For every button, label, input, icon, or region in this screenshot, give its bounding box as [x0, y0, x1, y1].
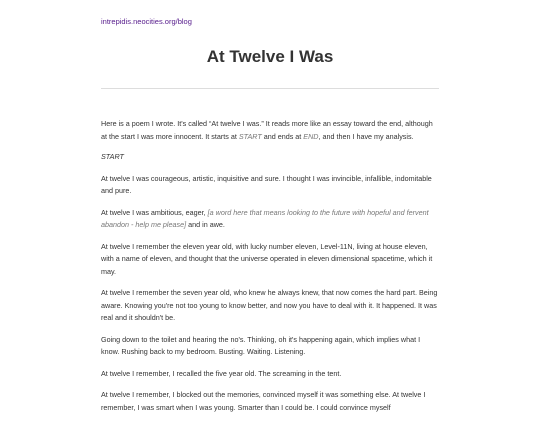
poem-paragraph-7: At twelve I remember, I blocked out the memories, convinced myself it was something else. At twelve I remember, I was smart when I was young. Smarter than I could be. I could convince myself — [101, 390, 426, 412]
post-body — [101, 118, 439, 414]
post-title: At Twelve I Was — [206, 47, 334, 66]
site-home-link[interactable]: intrepidis.neocities.org/blog — [101, 17, 192, 26]
poem-paragraph-3: At twelve I remember the eleven year old, with lucky number eleven, Level-11N, living at house eleven, with a name of eleven, and thought that the universe operated in eleven dimensional spacetime, which it may. — [101, 241, 433, 276]
intro-text-3: , and then I have my analysis. — [318, 131, 414, 141]
poem-paragraph-5: Going down to the toilet and hearing the no's. Thinking, oh it's happening again, which implies what I know. Rushing back to my bedroom. Busting. Waiting. Listening. — [101, 334, 421, 356]
poem-paragraph-2-text-2: and in awe. — [186, 220, 225, 229]
poem-paragraph-6: At twelve I remember, I recalled the five year old. The screaming in the tent. — [101, 368, 342, 378]
poem-paragraph-2-text-1: At twelve I was ambitious, eager, — [101, 207, 208, 217]
start-marker: START — [101, 152, 124, 161]
intro-end-word: END — [303, 131, 319, 141]
intro-text-2: and ends at — [261, 131, 304, 141]
page-container — [101, 0, 439, 423]
poem-paragraph-4: At twelve I remember the seven year old, who knew he always knew, that now comes the hard part. Being aware. Knowing you're not too young to know better, and now you have to deal with it. It happened. It was real and it shouldn't be. — [101, 288, 438, 322]
poem-paragraph-1: At twelve I was courageous, artistic, inquisitive and sure. I thought I was invincible, infallible, indomitable and pure. — [101, 173, 432, 195]
poem-paragraph-2 — [101, 207, 439, 232]
intro-text-1: Here is a poem I wrote. It's called “At twelve I was.” It reads more like an essay toward the end, although at the start I was more innocent. It starts at — [101, 119, 433, 141]
poem-paragraph-2-note: [a word here that means looking to the future with hopeful and fervent abandon - help me please] — [101, 207, 429, 229]
intro-paragraph — [101, 118, 439, 143]
title-divider — [101, 88, 439, 89]
intro-start-word: START — [238, 131, 262, 141]
